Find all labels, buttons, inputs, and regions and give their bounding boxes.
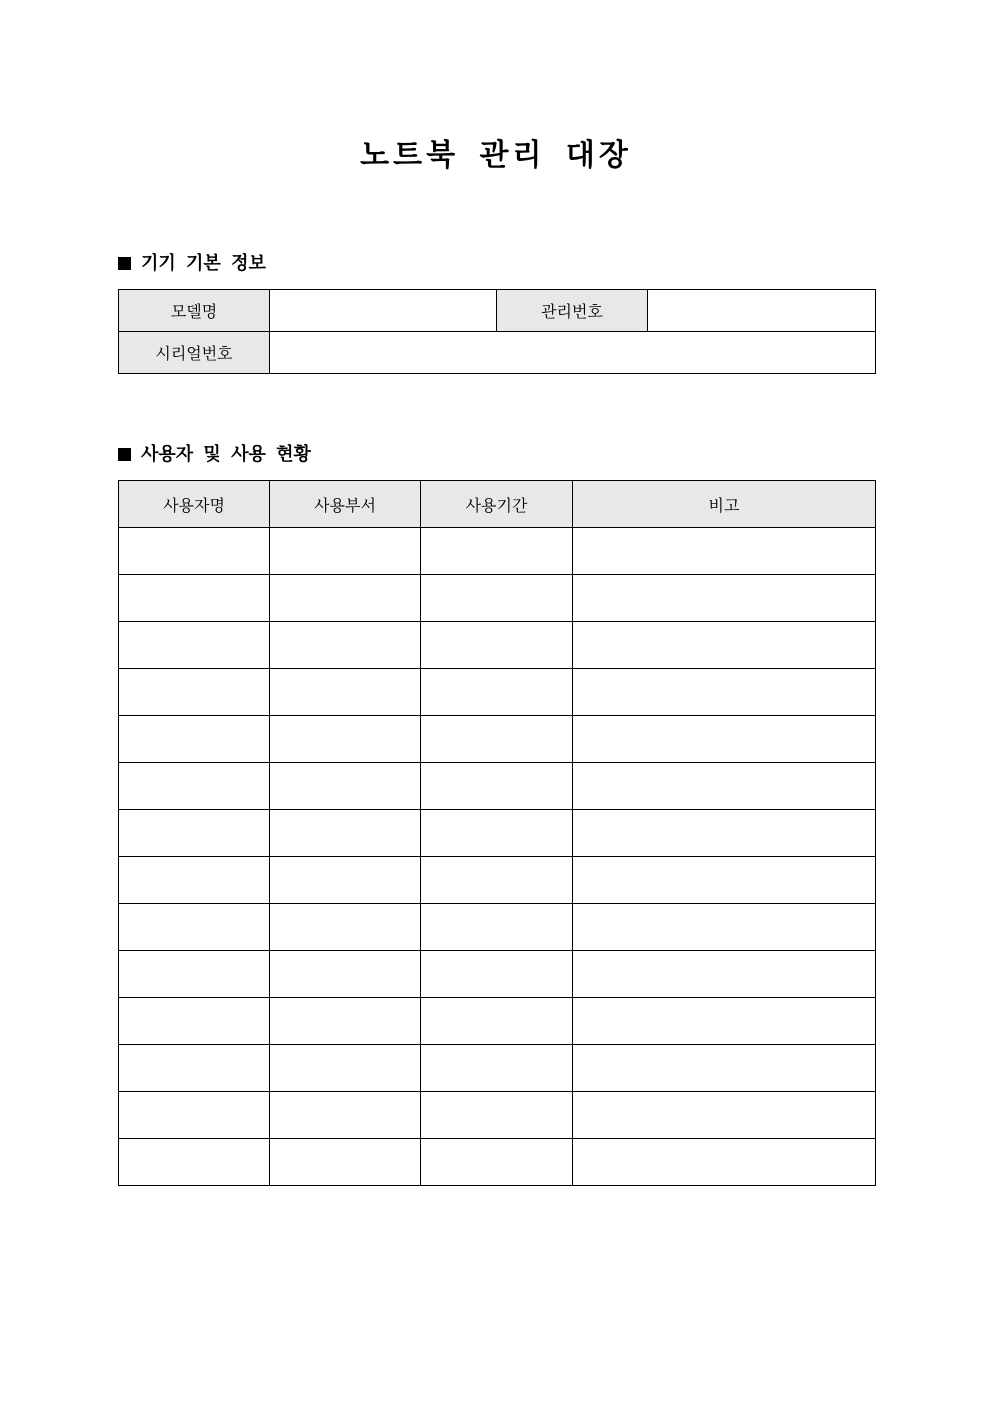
user-name-cell[interactable] [119,951,270,998]
user-name-cell[interactable] [119,528,270,575]
table-row [119,1139,876,1186]
period-cell[interactable] [421,904,573,951]
manage-no-value-cell[interactable] [648,290,876,332]
serial-label: 시리얼번호 [119,332,270,374]
section-heading-usage [118,442,311,468]
period-cell[interactable] [421,528,573,575]
department-cell[interactable] [270,998,421,1045]
section-heading-usage-label: 사용자 및 사용 현황 [141,444,311,465]
column-header-remarks: 비고 [573,481,876,528]
table-row [119,1045,876,1092]
remarks-cell[interactable] [573,904,876,951]
department-cell[interactable] [270,1092,421,1139]
period-cell[interactable] [421,575,573,622]
period-cell[interactable] [421,1045,573,1092]
usage-table [118,480,876,1186]
remarks-cell[interactable] [573,1045,876,1092]
user-name-cell[interactable] [119,1139,270,1186]
table-row [119,575,876,622]
period-cell[interactable] [421,716,573,763]
user-name-cell[interactable] [119,622,270,669]
page-title: 노트북 관리 대장 [360,138,632,173]
department-cell[interactable] [270,904,421,951]
table-row [119,998,876,1045]
usage-header-row [119,481,876,528]
period-cell[interactable] [421,998,573,1045]
serial-value-cell[interactable] [270,332,876,374]
table-row [119,528,876,575]
remarks-cell[interactable] [573,575,876,622]
department-cell[interactable] [270,716,421,763]
black-square-icon [118,257,131,270]
remarks-cell[interactable] [573,810,876,857]
manage-no-label: 관리번호 [497,290,648,332]
period-cell[interactable] [421,669,573,716]
department-cell[interactable] [270,951,421,998]
period-cell[interactable] [421,622,573,669]
section-heading-basic-info-label: 기기 기본 정보 [141,253,266,274]
user-name-cell[interactable] [119,716,270,763]
basic-info-table [118,289,876,374]
table-row [119,716,876,763]
period-cell[interactable] [421,810,573,857]
period-cell[interactable] [421,1092,573,1139]
user-name-cell[interactable] [119,904,270,951]
user-name-cell[interactable] [119,857,270,904]
table-row [119,763,876,810]
period-cell[interactable] [421,951,573,998]
remarks-cell[interactable] [573,669,876,716]
department-cell[interactable] [270,622,421,669]
department-cell[interactable] [270,1139,421,1186]
department-cell[interactable] [270,810,421,857]
user-name-cell[interactable] [119,763,270,810]
user-name-cell[interactable] [119,575,270,622]
user-name-cell[interactable] [119,1045,270,1092]
remarks-cell[interactable] [573,622,876,669]
user-name-cell[interactable] [119,998,270,1045]
remarks-cell[interactable] [573,857,876,904]
table-row [119,669,876,716]
table-row [119,622,876,669]
period-cell[interactable] [421,763,573,810]
period-cell[interactable] [421,1139,573,1186]
department-cell[interactable] [270,857,421,904]
period-cell[interactable] [421,857,573,904]
remarks-cell[interactable] [573,1092,876,1139]
table-row [119,1092,876,1139]
remarks-cell[interactable] [573,951,876,998]
table-row [119,904,876,951]
column-header-user-name: 사용자명 [119,481,270,528]
model-label: 모델명 [119,290,270,332]
remarks-cell[interactable] [573,1139,876,1186]
usage-table-body [119,528,876,1186]
remarks-cell[interactable] [573,998,876,1045]
table-row [119,857,876,904]
department-cell[interactable] [270,528,421,575]
department-cell[interactable] [270,575,421,622]
department-cell[interactable] [270,763,421,810]
user-name-cell[interactable] [119,810,270,857]
model-value-cell[interactable] [270,290,497,332]
column-header-department: 사용부서 [270,481,421,528]
department-cell[interactable] [270,1045,421,1092]
remarks-cell[interactable] [573,528,876,575]
black-square-icon [118,448,131,461]
user-name-cell[interactable] [119,1092,270,1139]
basic-info-row-serial [119,332,876,374]
remarks-cell[interactable] [573,716,876,763]
basic-info-row-model [119,290,876,332]
table-row [119,810,876,857]
user-name-cell[interactable] [119,669,270,716]
section-heading-basic-info [118,251,266,277]
table-row [119,951,876,998]
remarks-cell[interactable] [573,763,876,810]
column-header-period: 사용기간 [421,481,573,528]
department-cell[interactable] [270,669,421,716]
